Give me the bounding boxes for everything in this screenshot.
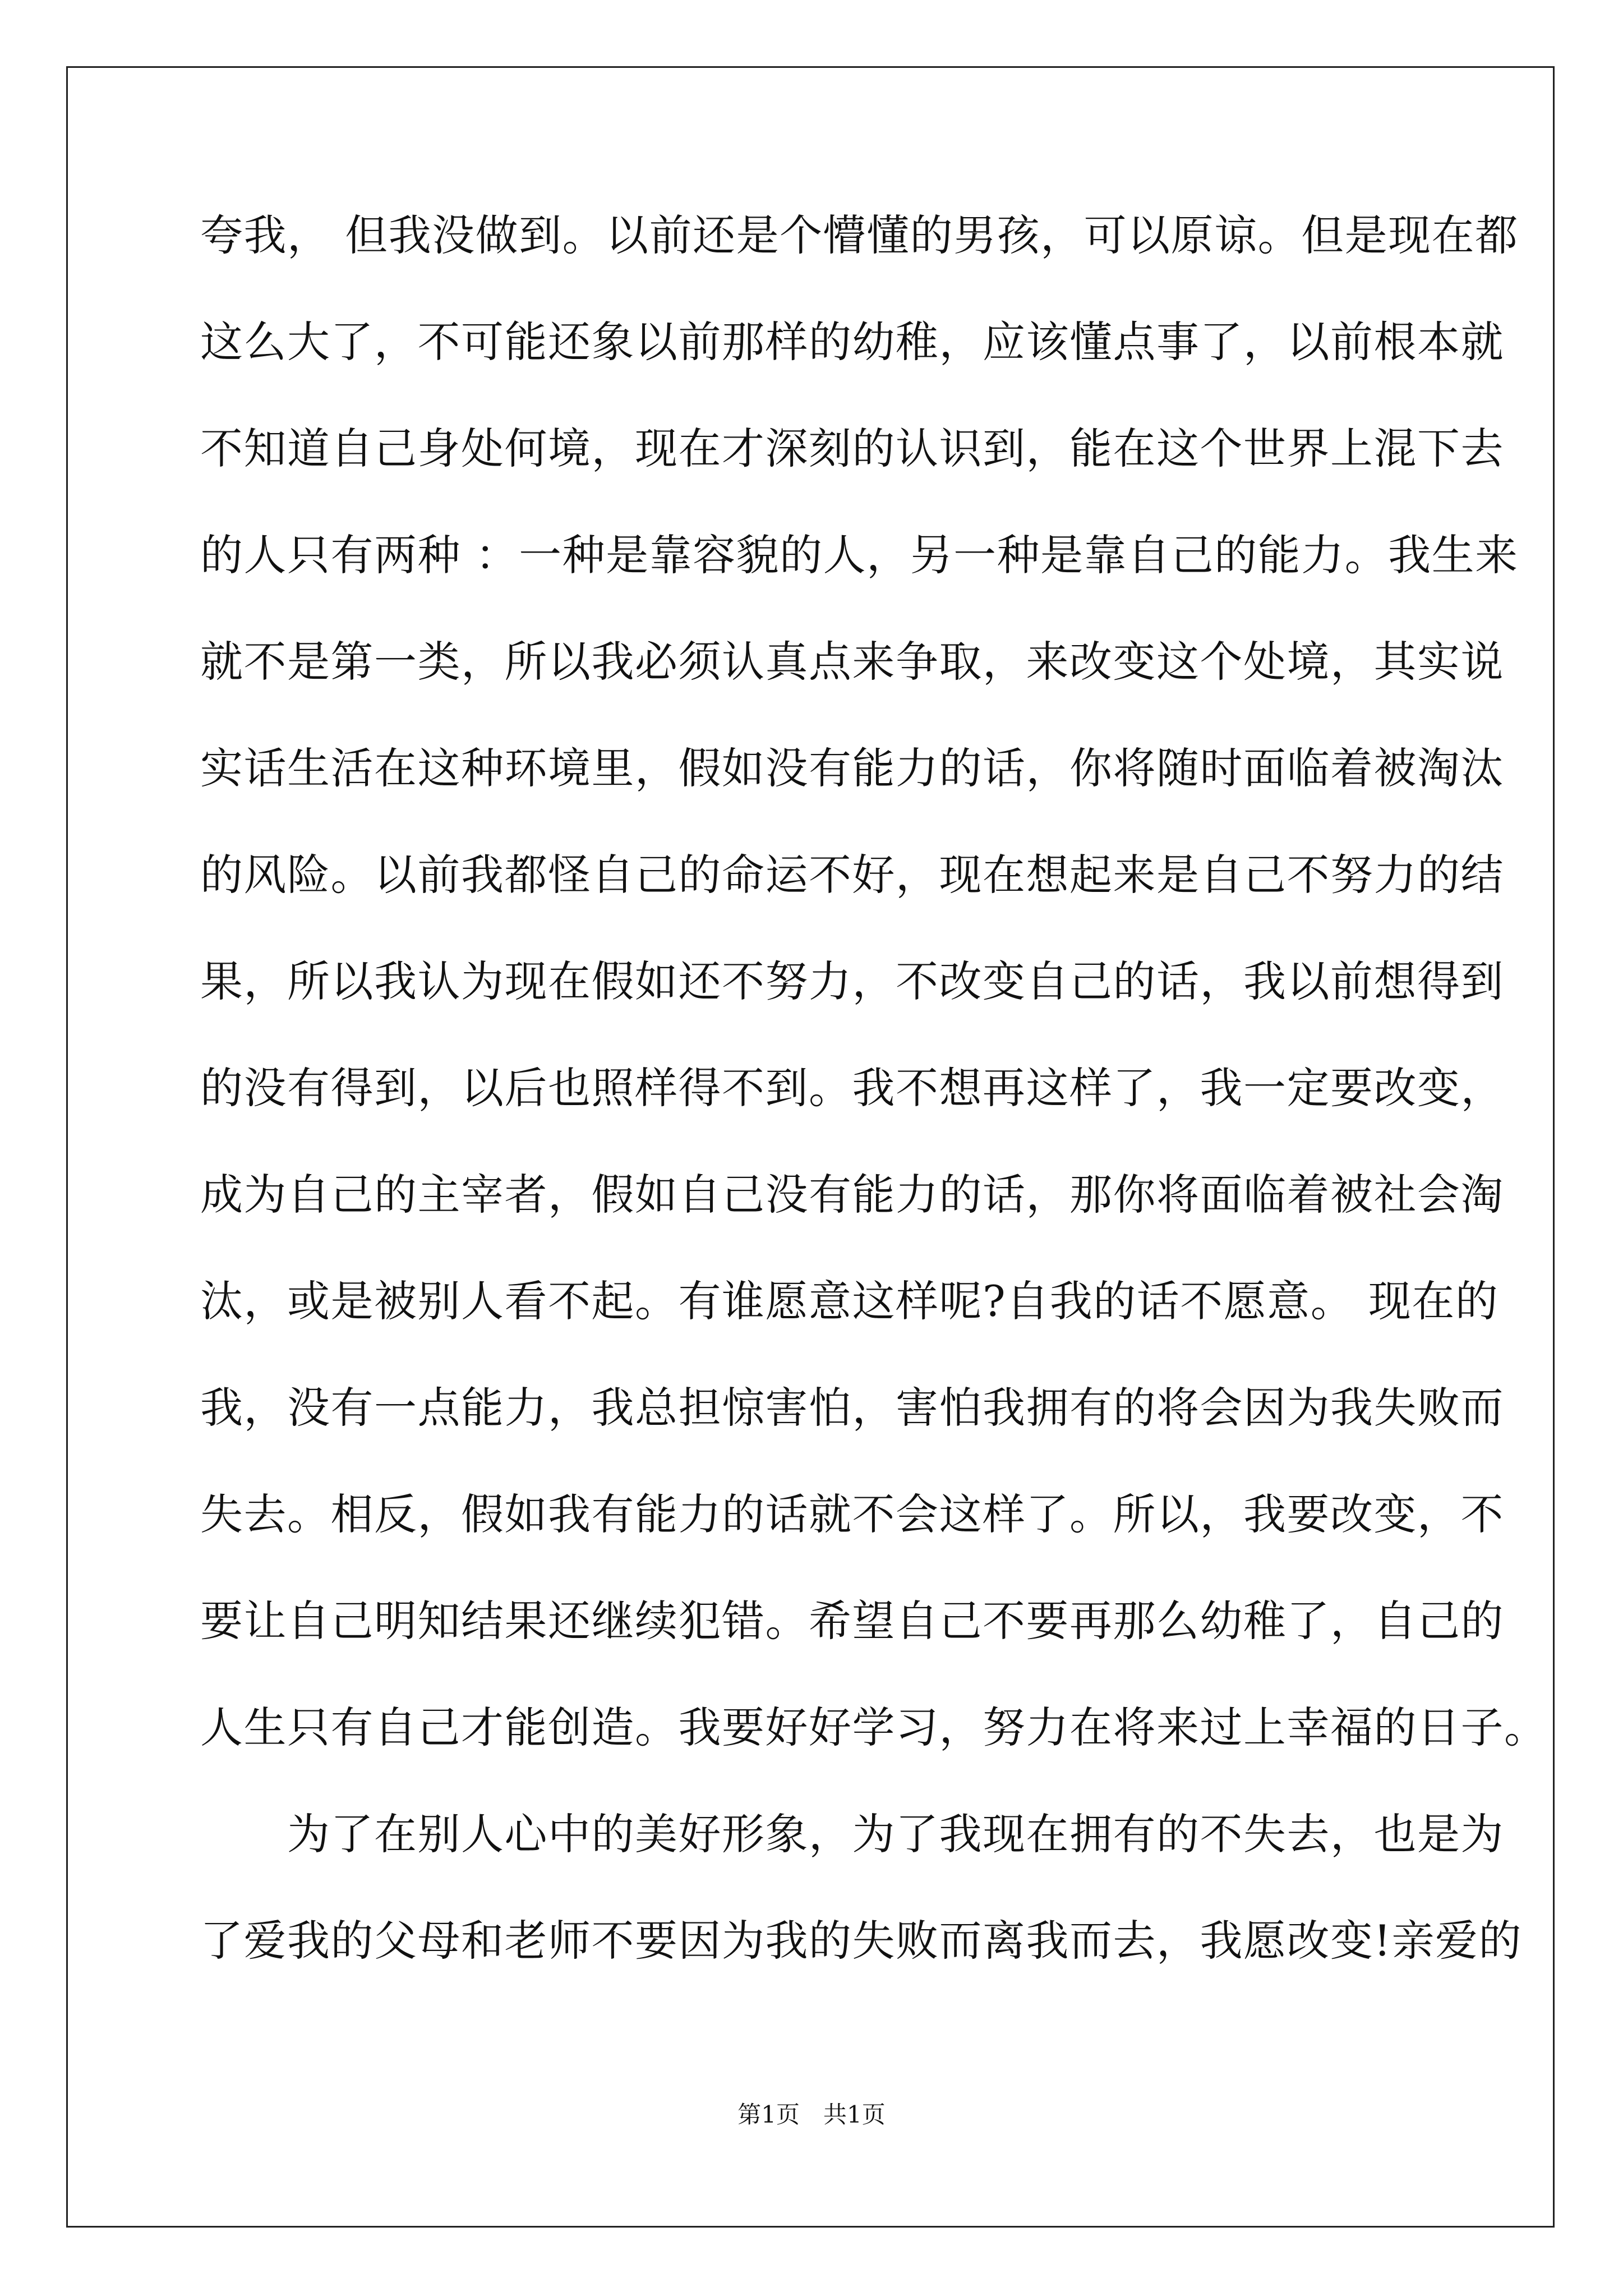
text-line: 为了在别人心中的美好形象，为了我现在拥有的不失去，也是为	[200, 1809, 1504, 1859]
text-line: 不知道自己身处何境，现在才深刻的认识到，能在这个世界上混下去	[200, 424, 1504, 473]
text-line: 失去。相反，假如我有能力的话就不会这样了。所以，我要改变，不	[200, 1489, 1504, 1539]
text-line: 要让自己明知结果还继续犯错。希望自己不要再那么幼稚了，自己的	[200, 1596, 1504, 1646]
text-line: 就不是第一类，所以我必须认真点来争取，来改变这个处境，其实说	[200, 637, 1504, 687]
text-line: 实话生活在这种环境里，假如没有能力的话，你将随时面临着被淘汰	[200, 743, 1504, 793]
text-line: 了爱我的父母和老师不要因为我的失败而离我而去，我愿改变!亲爱的	[200, 1916, 1523, 1966]
page-footer: 第1页 共1页	[737, 2101, 886, 2128]
text-line: 汰，或是被别人看不起。有谁愿意这样呢?自我的话不愿意。 现在的	[200, 1276, 1499, 1326]
text-line: 我，没有一点能力，我总担惊害怕，害怕我拥有的将会因为我失败而	[200, 1383, 1504, 1433]
text-line: 夸我， 但我没做到。以前还是个懵懂的男孩，可以原谅。但是现在都	[200, 210, 1519, 260]
page-border	[66, 66, 1555, 2228]
text-line: 这么大了，不可能还象以前那样的幼稚，应该懂点事了，以前根本就	[200, 317, 1504, 367]
text-line: 的没有得到，以后也照样得不到。我不想再这样了，我一定要改变，	[200, 1063, 1504, 1113]
text-line: 的人只有两种 ：一种是靠容貌的人，另一种是靠自己的能力。我生来	[200, 530, 1519, 580]
text-line: 成为自己的主宰者，假如自己没有能力的话，那你将面临着被社会淘	[200, 1170, 1504, 1220]
text-line: 的风险。以前我都怪自己的命运不好，现在想起来是自己不努力的结	[200, 850, 1504, 900]
text-line: 果，所以我认为现在假如还不努力，不改变自己的话，我以前想得到	[200, 956, 1504, 1006]
text-line: 人生只有自己才能创造。我要好好学习，努力在将来过上幸福的日子。	[200, 1703, 1548, 1752]
